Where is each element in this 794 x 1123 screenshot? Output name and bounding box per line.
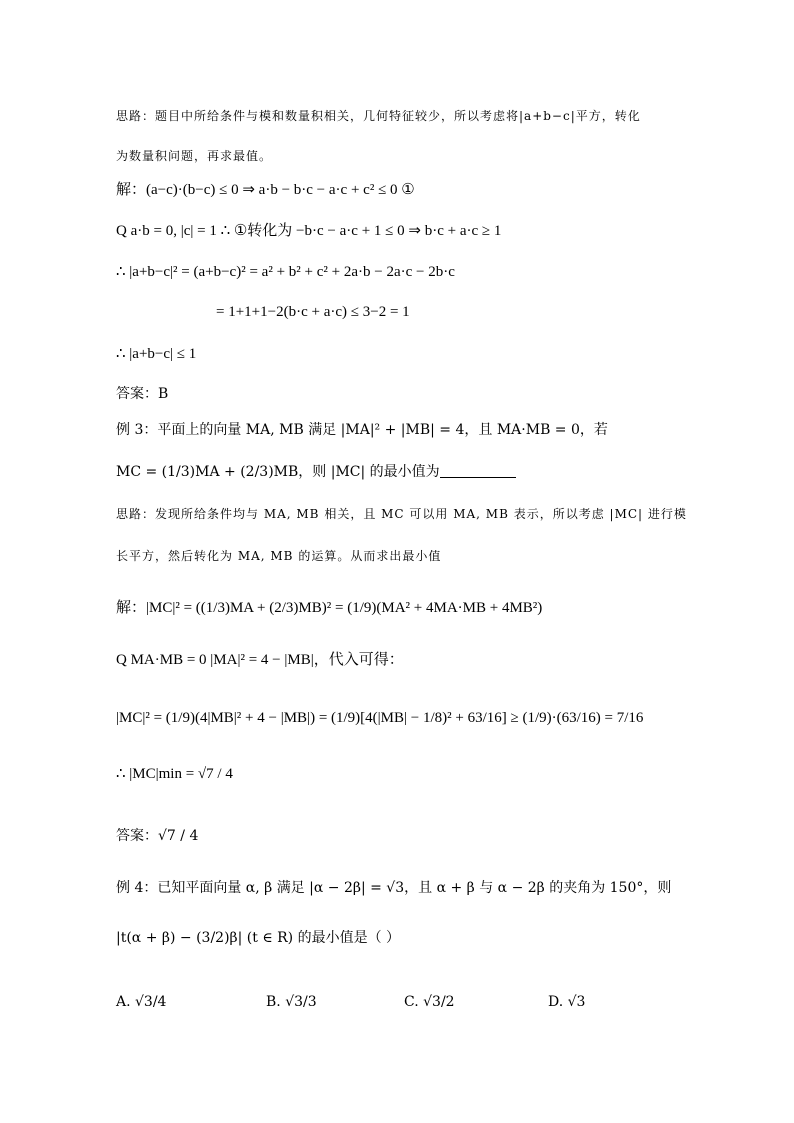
- example-3-line-2: MC = (1/3)MA + (2/3)MB，则 |MC| 的最小值为: [116, 462, 516, 482]
- example-4-line-1: 例 4：已知平面向量 α, β 满足 |α − 2β| = √3，且 α + β 与 α − 2β 的夹角为 150°，则: [116, 880, 672, 896]
- option-c: C. √3/2: [404, 994, 455, 1010]
- answer-line-2: 答案：√7 / 4: [116, 828, 199, 844]
- idea-line-2: 为数量积问题，再求最值。: [116, 149, 273, 163]
- answer-blank: [440, 463, 516, 478]
- idea-3-line-1: 思路：发现所给条件均与 MA, MB 相关，且 MC 可以用 MA, MB 表示，所以考虑 |MC| 进行模: [116, 507, 687, 521]
- solution-line-3: ∴ |a+b−c|² = (a+b−c)² = a² + b² + c² + 2a·b − 2a·c − 2b·c: [116, 264, 455, 280]
- solution-3-line-4: ∴ |MC|min = √7 / 4: [116, 766, 233, 782]
- solution-3-line-1: 解：|MC|² = ((1/3)MA + (2/3)MB)² = (1/9)(MA² + 4MA·MB + 4MB²): [116, 600, 543, 616]
- solution-line-4: = 1+1+1−2(b·c + a·c) ≤ 3−2 = 1: [216, 304, 410, 320]
- solution-3-line-3: |MC|² = (1/9)(4|MB|² + 4 − |MB|) = (1/9)[4(|MB| − 1/8)² + 63/16] ≥ (1/9)·(63/16) = 7/16: [116, 710, 644, 726]
- option-d: D. √3: [548, 994, 586, 1010]
- solution-line-5: ∴ |a+b−c| ≤ 1: [116, 346, 197, 362]
- solution-line-1: 解：(a−c)·(b−c) ≤ 0 ⇒ a·b − b·c − a·c + c² ≤ 0 ①: [116, 182, 415, 198]
- idea-3-line-2: 长平方，然后转化为 MA, MB 的运算。从而求出最小值: [116, 549, 442, 563]
- example-3-line-1: 例 3：平面上的向量 MA, MB 满足 |MA|² + |MB| = 4，且 MA·MB = 0，若: [116, 422, 608, 438]
- option-a: A. √3/4: [116, 994, 167, 1010]
- solution-3-line-2: Q MA·MB = 0 |MA|² = 4 − |MB|，代入可得：: [116, 652, 404, 668]
- answer-line-1: 答案：B: [116, 386, 169, 402]
- solution-line-2: Q a·b = 0, |c| = 1 ∴ ①转化为 −b·c − a·c + 1 ≤ 0 ⇒ b·c + a·c ≥ 1: [116, 223, 502, 239]
- example-4-line-2: |t(α + β) − (3/2)β| (t ∈ R) 的最小值是（ ）: [116, 930, 401, 946]
- idea-line-1: 思路：题目中所给条件与模和数量积相关，几何特征较少，所以考虑将|a+b−c|平方，转化: [116, 109, 641, 123]
- option-b: B. √3/3: [266, 994, 317, 1010]
